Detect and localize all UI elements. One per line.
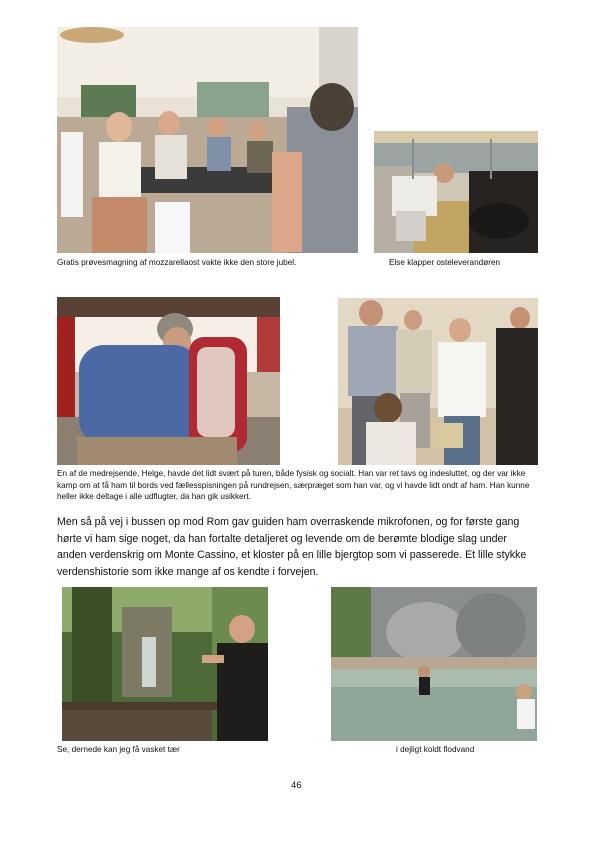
- photo-helge-bus: [57, 297, 280, 465]
- caption-wash-toes: Se, dernede kan jeg få vasket tær: [57, 745, 180, 754]
- photo-group-standing: [338, 298, 538, 465]
- paragraph-helge: En af de medrejsende, Helge, havde det lidt svært på turen, både fysisk og socialt. Han var ret tavs og indesluttet, og der var ikke kamp om at få ham til bords ved fællesspisningen på rundrejsen, særpræget som han var, og vi havde lidt ondt af ham. Han kunne heller ikke deltage i alle udflugter, da han gik usikkert.: [57, 469, 530, 502]
- caption-else: Else klapper osteleverandøren: [389, 258, 501, 267]
- caption-cold-water: i dejligt koldt flodvand: [396, 745, 475, 754]
- photo-river: [331, 587, 537, 741]
- page-number: 46: [291, 780, 302, 791]
- photo-overlook: [62, 587, 268, 741]
- photo-mozzarella-tasting: [57, 27, 358, 253]
- photo-else-buffalo: [374, 131, 538, 253]
- caption-mozzarella: Gratis prøvesmagning af mozzarellaost vakte ikke den store jubel.: [57, 258, 297, 267]
- paragraph-bus: Men så på vej i bussen op mod Rom gav guiden ham overraskende mikrofonen, og for første gang hørte vi ham sige noget, da han fortalte detaljeret og levende om de berømte blodige slag under anden verdenskrig om Monte Cassino, et kloster på en lille bjergtop som vi passerede. Et lille stykke verdenshistorie som ikke mange af os kendte i forvejen.: [57, 516, 527, 578]
